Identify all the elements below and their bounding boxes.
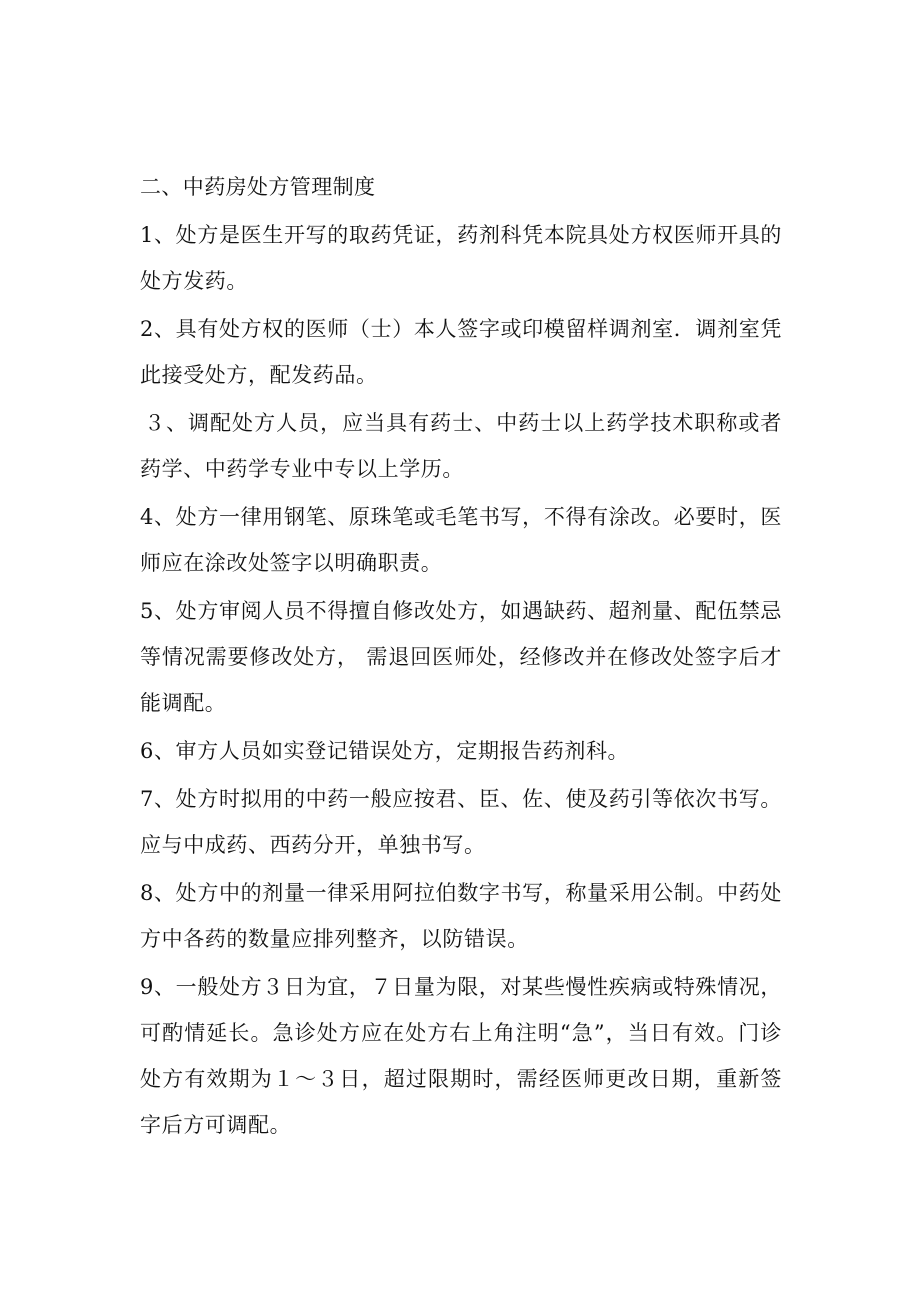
rule-item-4: 4、处方一律用钢笔、原珠笔或毛笔书写，不得有涂改。必要时，医师应在涂改处签字以明确职责。 (140, 505, 782, 575)
rule-item-6: 6、审方人员如实登记错误处方，定期报告药剂科。 (140, 739, 630, 763)
rule-item-7: 7、处方时拟用的中药一般应按君、臣、佐、使及药引等依次书写。应与中成药、西药分开，单独书写。 (140, 787, 782, 857)
rule-item-3: ３、调配处方人员，应当具有药士、中药士以上药学技术职称或者药学、中药学专业中专以上学历。 (140, 411, 782, 481)
rule-item-2: 2、具有处方权的医师（士）本人签字或印模留样调剂室．调剂室凭此接受处方，配发药品。 (140, 317, 782, 387)
document-body (140, 164, 782, 1150)
rule-item-1: 1、处方是医生开写的取药凭证，药剂科凭本院具处方权医师开具的处方发药。 (140, 223, 782, 293)
rule-item-8: 8、处方中的剂量一律采用阿拉伯数字书写，称量采用公制。中药处方中各药的数量应排列整齐，以防错误。 (140, 881, 782, 951)
rule-item-5: 5、处方审阅人员不得擅自修改处方，如遇缺药、超剂量、配伍禁忌等情况需要修改处方， 需退回医师处，经修改并在修改处签字后才能调配。 (140, 599, 782, 715)
rule-item-9: 9、一般处方３日为宜，７日量为限，对某些慢性疾病或特殊情况，可酌情延长。急诊处方应在处方右上角注明“急”，当日有效。门诊处方有效期为１～３日，超过限期时，需经医师更改日期，重新签字后方可调配。 (140, 975, 782, 1137)
section-heading: 二、中药房处方管理制度 (140, 175, 376, 199)
